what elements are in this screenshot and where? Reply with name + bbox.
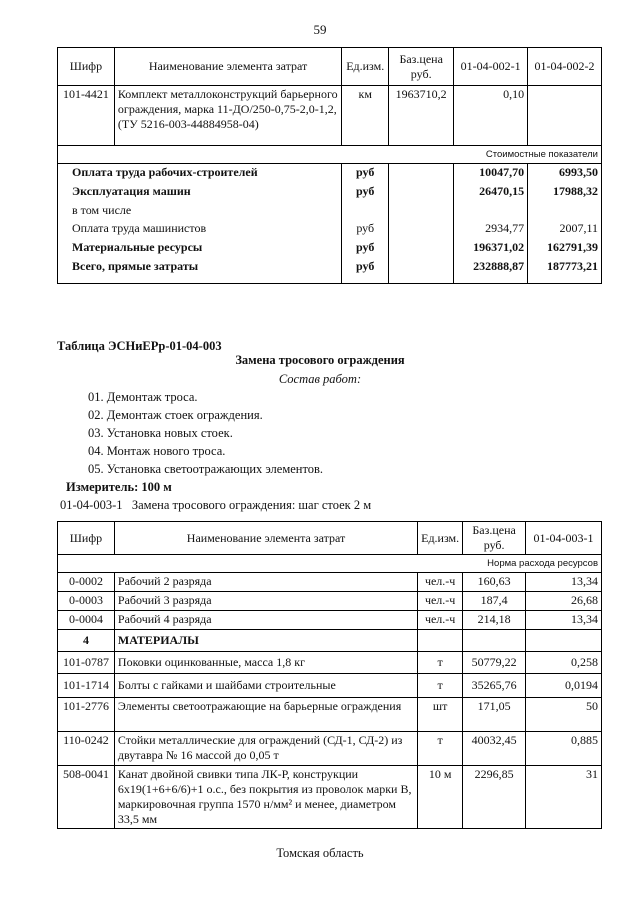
resource-table xyxy=(57,521,602,829)
work-item: 05. Установка светоотражающих элементов. xyxy=(88,462,324,476)
table-row xyxy=(58,183,602,202)
row-code: 101-1714 xyxy=(58,674,115,698)
row-name: Поковки оцинкованные, масса 1,8 кг xyxy=(114,652,417,674)
row-unit: т xyxy=(418,732,463,766)
row-code: 101-2776 xyxy=(58,698,115,732)
row-value: 50 xyxy=(526,698,602,732)
composition-title: Состав работ: xyxy=(278,372,362,386)
row-value: 13,34 xyxy=(526,611,602,630)
norm-label: Норма расхода ресурсов xyxy=(58,555,602,573)
row-value: 0,258 xyxy=(526,652,602,674)
row-value-1: 0,10 xyxy=(454,86,528,146)
header-name: Наименование элемента затрат xyxy=(114,48,341,86)
header-col-2: 01-04-002-2 xyxy=(528,48,602,86)
row-name: Рабочий 3 разряда xyxy=(114,592,417,611)
work-item: 03. Установка новых стоек. xyxy=(88,426,233,440)
cost-name: в том числе xyxy=(58,202,342,220)
header-code: Шифр xyxy=(58,522,115,555)
row-price: 35265,76 xyxy=(463,674,526,698)
cost-value-2: 162791,39 xyxy=(528,239,602,258)
row-empty xyxy=(463,630,526,652)
row-unit: чел.-ч xyxy=(418,611,463,630)
cost-unit: руб xyxy=(342,239,389,258)
cost-unit xyxy=(342,202,389,220)
row-name: Стойки металлические для ограждений (СД-1, СД-2) из двутавра № 16 массой до 0,05 т xyxy=(114,732,417,766)
work-item: 02. Демонтаж стоек ограждения. xyxy=(88,408,263,422)
table-row xyxy=(58,611,602,630)
header-col-1: 01-04-003-1 xyxy=(526,522,602,555)
cost-value-1: 2934,77 xyxy=(454,220,528,239)
header-col-1: 01-04-002-1 xyxy=(454,48,528,86)
work-item: 01. Демонтаж троса. xyxy=(88,390,198,404)
table-row xyxy=(58,573,602,592)
cost-unit: руб xyxy=(342,220,389,239)
cost-name: Оплата труда рабочих-строителей xyxy=(58,164,342,183)
row-code: 110-0242 xyxy=(58,732,115,766)
row-price: 214,18 xyxy=(463,611,526,630)
materials-code: 4 xyxy=(58,630,115,652)
section-label: Стоимостные показатели xyxy=(58,146,602,164)
cost-empty xyxy=(389,183,454,202)
row-price: 187,4 xyxy=(463,592,526,611)
row-unit: чел.-ч xyxy=(418,592,463,611)
row-value: 26,68 xyxy=(526,592,602,611)
table-row xyxy=(58,258,602,284)
row-empty xyxy=(526,630,602,652)
cost-empty xyxy=(389,239,454,258)
page-number: 59 xyxy=(313,22,327,37)
table-row xyxy=(58,86,602,146)
row-price: 2296,85 xyxy=(463,766,526,829)
header-code: Шифр xyxy=(58,48,115,86)
table-row xyxy=(58,674,602,698)
row-code: 101-0787 xyxy=(58,652,115,674)
table-row xyxy=(58,592,602,611)
header-unit: Ед.изм. xyxy=(342,48,389,86)
cost-value-2: 187773,21 xyxy=(528,258,602,284)
cost-value-1: 10047,70 xyxy=(454,164,528,183)
row-code: 0-0004 xyxy=(58,611,115,630)
row-name: Болты с гайками и шайбами строительные xyxy=(114,674,417,698)
row-code: 0-0003 xyxy=(58,592,115,611)
cost-name: Материальные ресурсы xyxy=(58,239,342,258)
cost-unit: руб xyxy=(342,183,389,202)
row-unit: т xyxy=(418,674,463,698)
cost-empty xyxy=(389,258,454,284)
cost-name: Эксплуатация машин xyxy=(58,183,342,202)
header-unit: Ед.изм. xyxy=(418,522,463,555)
table-row xyxy=(58,652,602,674)
row-unit: км xyxy=(342,86,389,146)
meter: Измеритель: 100 м xyxy=(66,480,172,494)
table-row xyxy=(58,732,602,766)
section-name: Замена тросового ограждения xyxy=(235,353,405,367)
row-unit: шт xyxy=(418,698,463,732)
cost-unit: руб xyxy=(342,258,389,284)
row-value: 0,0194 xyxy=(526,674,602,698)
row-value: 31 xyxy=(526,766,602,829)
table-row xyxy=(58,766,602,829)
row-code: 101-4421 xyxy=(58,86,115,146)
row-code: 0-0002 xyxy=(58,573,115,592)
cost-value-1 xyxy=(454,202,528,220)
cost-value-1: 26470,15 xyxy=(454,183,528,202)
row-value-2 xyxy=(528,86,602,146)
cost-name: Оплата труда машинистов xyxy=(58,220,342,239)
header-price: Баз.цена руб. xyxy=(463,522,526,555)
row-price: 1963710,2 xyxy=(389,86,454,146)
row-name: Рабочий 4 разряда xyxy=(114,611,417,630)
row-unit: чел.-ч xyxy=(418,573,463,592)
row-empty xyxy=(418,630,463,652)
cost-empty xyxy=(389,220,454,239)
cost-value-2: 17988,32 xyxy=(528,183,602,202)
cost-value-2: 2007,11 xyxy=(528,220,602,239)
header-price: Баз.цена руб. xyxy=(389,48,454,86)
table-row xyxy=(58,630,602,652)
row-price: 50779,22 xyxy=(463,652,526,674)
footer-region: Томская область xyxy=(276,846,364,860)
row-name: Рабочий 2 разряда xyxy=(114,573,417,592)
cost-empty xyxy=(389,202,454,220)
cost-value-2 xyxy=(528,202,602,220)
cost-value-1: 232888,87 xyxy=(454,258,528,284)
row-code: 508-0041 xyxy=(58,766,115,829)
cost-unit: руб xyxy=(342,164,389,183)
cost-value-2: 6993,50 xyxy=(528,164,602,183)
cost-empty xyxy=(389,164,454,183)
row-unit: 10 м xyxy=(418,766,463,829)
work-item: 04. Монтаж нового троса. xyxy=(88,444,226,458)
materials-title: МАТЕРИАЛЫ xyxy=(114,630,417,652)
row-value: 13,34 xyxy=(526,573,602,592)
row-price: 160,63 xyxy=(463,573,526,592)
cost-name: Всего, прямые затраты xyxy=(58,258,342,284)
cost-value-1: 196371,02 xyxy=(454,239,528,258)
cost-table-1 xyxy=(57,47,602,284)
row-name: Канат двойной свивки типа ЛК-Р, конструкции 6х19(1+6+6/6)+1 о.с., без покрытия из проволок марки В, маркировочная группа 1570 н/мм² и менее, диаметром 33,5 мм xyxy=(114,766,417,829)
item-line: 01-04-003-1 Замена тросового ограждения: шаг стоек 2 м xyxy=(60,498,372,512)
table-row xyxy=(58,698,602,732)
row-value: 0,885 xyxy=(526,732,602,766)
table-row xyxy=(58,239,602,258)
table-title: Таблица ЭСНиЕРр-01-04-003 xyxy=(57,339,222,353)
row-name: Комплект металлоконструкций барьерного ограждения, марка 11-ДО/250-0,75-2,0-1,2, (ТУ 5216-003-44884958-04) xyxy=(114,86,341,146)
table-row xyxy=(58,164,602,183)
row-price: 40032,45 xyxy=(463,732,526,766)
header-name: Наименование элемента затрат xyxy=(114,522,417,555)
table-row xyxy=(58,220,602,239)
row-name: Элементы светоотражающие на барьерные ограждения xyxy=(114,698,417,732)
table-row xyxy=(58,202,602,220)
row-price: 171,05 xyxy=(463,698,526,732)
row-unit: т xyxy=(418,652,463,674)
